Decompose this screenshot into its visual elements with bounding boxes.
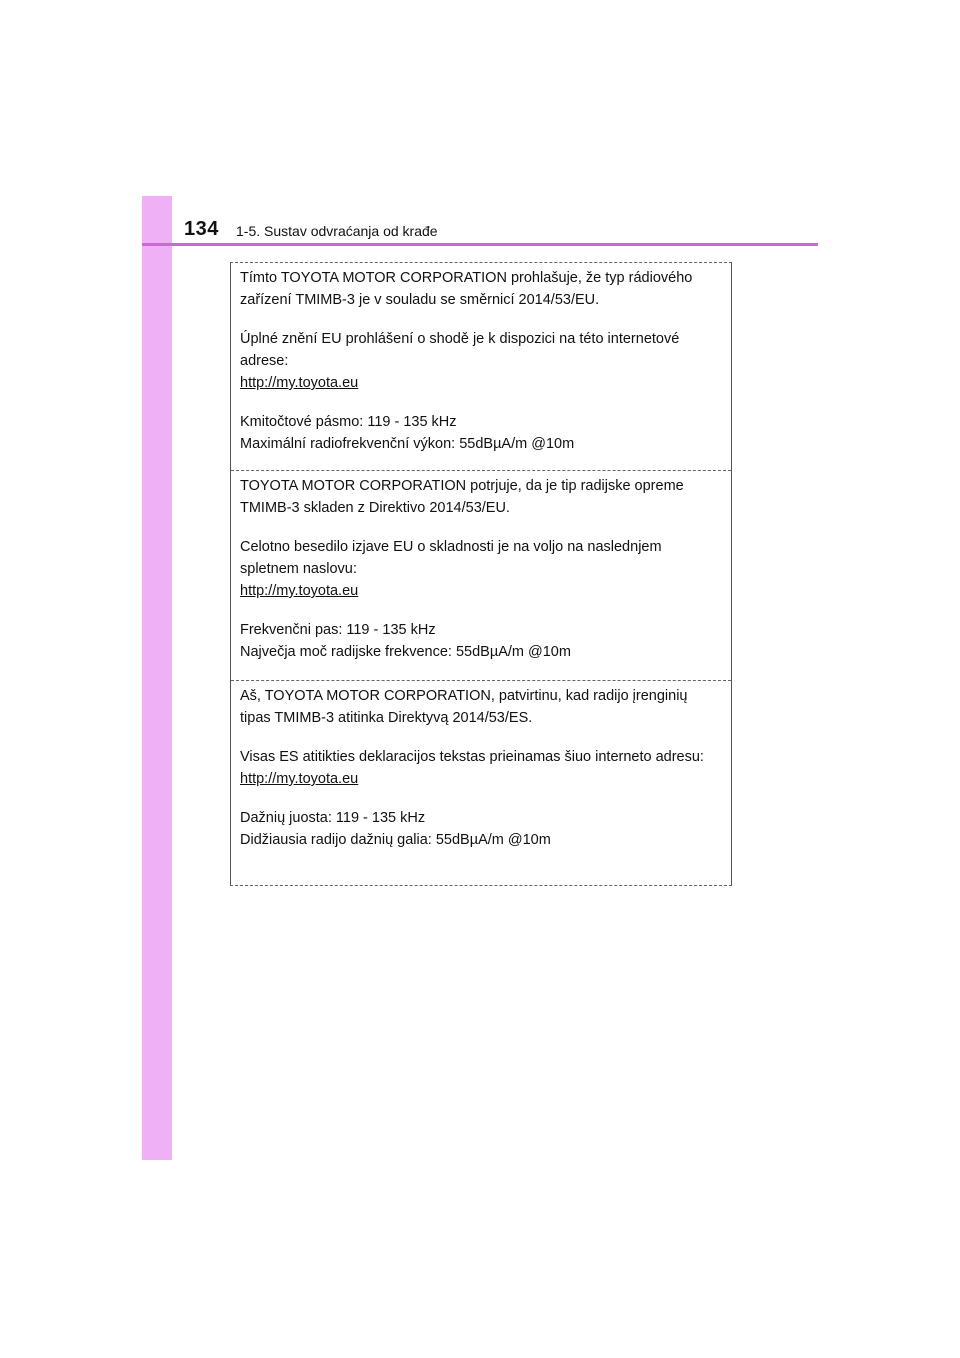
power-line: Didžiausia radijo dažnių galia: 55dBµA/m @10m	[240, 832, 551, 848]
availability-text: Visas ES atitikties deklaracijos tekstas prieinamas šiuo interneto adresu:	[240, 749, 704, 765]
declaration-text: Tímto TOYOTA MOTOR CORPORATION prohlašuje, že typ rádiového zařízení TMIMB-3 je v souladu se směrnicí 2014/53/EU.	[240, 270, 693, 308]
declaration-link[interactable]: http://my.toyota.eu	[240, 375, 359, 391]
declaration-link-paragraph	[240, 580, 713, 602]
availability-text: Celotno besedilo izjave EU o skladnosti je na voljo na naslednjem spletnem naslovu:	[240, 539, 662, 577]
declaration-lithuanian	[231, 680, 731, 887]
header-rule	[142, 243, 818, 246]
declaration-text: TOYOTA MOTOR CORPORATION potrjuje, da je tip radijske opreme TMIMB-3 skladen z Direktivo 2014/53/EU.	[240, 478, 684, 516]
frequency-line: Kmitočtové pásmo: 119 - 135 kHz	[240, 414, 457, 430]
declaration-link-paragraph	[240, 372, 713, 394]
declaration-box	[230, 262, 732, 886]
declaration-link-paragraph	[240, 768, 713, 790]
section-title: 1-5. Sustav odvraćanja od krađe	[236, 223, 438, 239]
page-number: 134	[184, 218, 219, 240]
declaration-link[interactable]: http://my.toyota.eu	[240, 583, 359, 599]
frequency-line: Frekvenčni pas: 119 - 135 kHz	[240, 622, 436, 638]
declaration-text: Aš, TOYOTA MOTOR CORPORATION, patvirtinu, kad radijo įrenginių tipas TMIMB-3 atitinka Direktyvą 2014/53/ES.	[240, 688, 688, 726]
declaration-slovenian	[231, 470, 731, 680]
chapter-side-tab	[142, 196, 172, 1160]
power-line: Maximální radiofrekvenční výkon: 55dBµA/m @10m	[240, 436, 575, 452]
frequency-text	[240, 619, 713, 663]
declaration-link[interactable]: http://my.toyota.eu	[240, 771, 359, 787]
frequency-line: Dažnių juosta: 119 - 135 kHz	[240, 810, 426, 826]
power-line: Največja moč radijske frekvence: 55dBµA/m @10m	[240, 644, 571, 660]
frequency-text	[240, 411, 713, 455]
availability-text: Úplné znění EU prohlášení o shodě je k dispozici na této internetové adrese:	[240, 331, 680, 369]
frequency-text	[240, 807, 713, 851]
declaration-czech	[231, 263, 731, 470]
